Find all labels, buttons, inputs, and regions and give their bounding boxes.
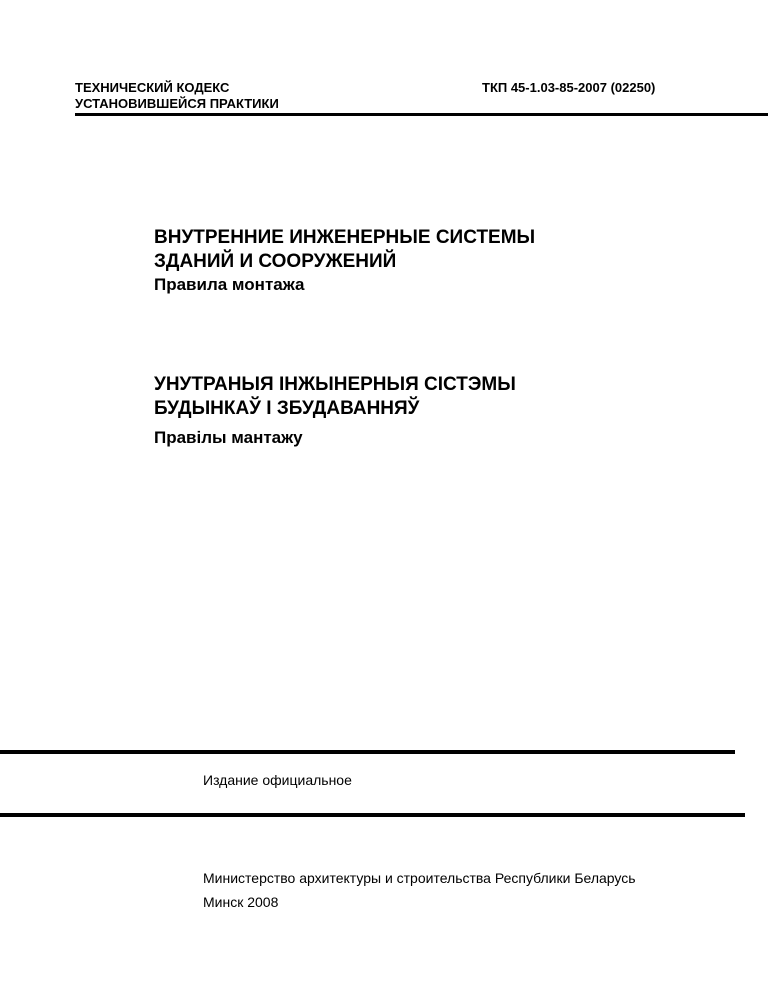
place-year: Минск 2008 — [203, 894, 279, 910]
subtitle-ru: Правила монтажа — [154, 275, 305, 294]
document-code: ТКП 45-1.03-85-2007 (02250) — [482, 80, 656, 95]
edition-rule-bottom — [0, 813, 745, 817]
subtitle-by: Правілы мантажу — [154, 428, 303, 447]
edition-rule-top — [0, 750, 735, 754]
document-type-line1: ТЕХНИЧЕСКИЙ КОДЕКС — [75, 80, 230, 95]
edition-label: Издание официальное — [203, 772, 352, 788]
title-by-line1: УНУТРАНЫЯ ІНЖЫНЕРНЫЯ СІСТЭМЫ — [154, 374, 516, 395]
publisher: Министерство архитектуры и строительства Республики Беларусь — [203, 870, 636, 886]
document-type-line2: УСТАНОВИВШЕЙСЯ ПРАКТИКИ — [75, 96, 279, 111]
header-rule — [75, 113, 768, 116]
title-ru-line2: ЗДАНИЙ И СООРУЖЕНИЙ — [154, 251, 397, 272]
title-ru-line1: ВНУТРЕННИЕ ИНЖЕНЕРНЫЕ СИСТЕМЫ — [154, 227, 536, 248]
title-by-line2: БУДЫНКАЎ І ЗБУДАВАННЯЎ — [154, 398, 420, 419]
